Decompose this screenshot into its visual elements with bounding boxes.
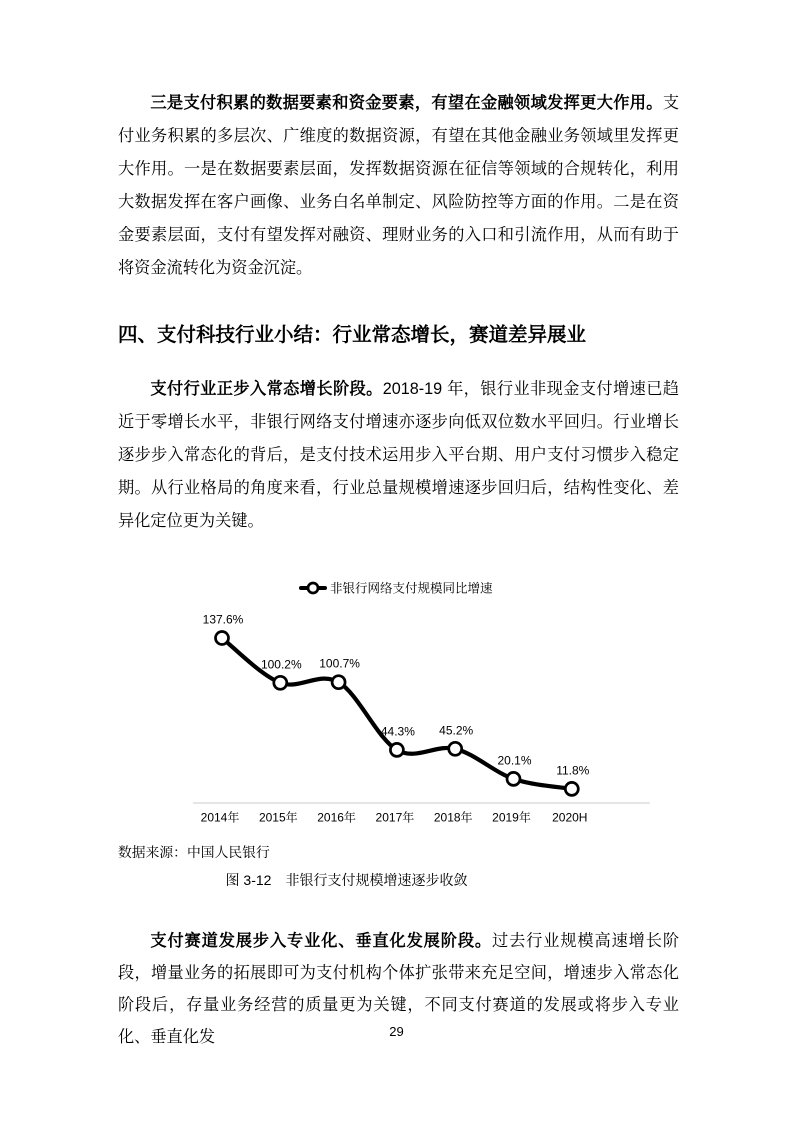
data-point-marker xyxy=(216,632,229,645)
data-point-label: 11.8% xyxy=(556,763,590,778)
data-point-marker xyxy=(449,742,462,755)
data-point-marker xyxy=(565,782,578,795)
x-axis-tick-label: 2014年 xyxy=(200,810,240,825)
data-point-label: 100.2% xyxy=(260,657,302,672)
paragraph-lead-bold: 支付行业正步入常态增长阶段。 xyxy=(150,380,383,398)
legend-label: 非银行网络支付规模同比增速 xyxy=(330,581,493,596)
x-axis-tick-label: 2015年 xyxy=(258,810,298,825)
x-axis-tick-label: 2018年 xyxy=(433,810,473,825)
data-point-label: 20.1% xyxy=(497,753,532,768)
paragraph-industry-normal-growth xyxy=(118,373,679,538)
x-axis-tick-label: 2020H xyxy=(552,810,588,825)
data-point-marker xyxy=(332,676,345,689)
x-axis-tick-label: 2017年 xyxy=(375,810,415,825)
figure-caption: 图 3-12 非银行支付规模增速逐步收敛 xyxy=(225,872,468,888)
data-point-label: 137.6% xyxy=(202,612,244,627)
section-heading: 四、支付科技行业小结：行业常态增长，赛道差异展业 xyxy=(118,324,587,346)
chart-series xyxy=(216,632,579,796)
x-axis-tick-label: 2019年 xyxy=(492,810,531,825)
paragraph-body-text: 支付业务积累的多层次、广维度的数据资源，有望在其他金融业务领域里发挥更大作用。一是在数据要素层面，发挥数据资源在征信等领域的合规转化，利用大数据发挥在客户画像、业务白名单制定、风险防控等方面的作用。二是在资金要素层面，支付有望发挥对融资、理财业务的入口和引流作用，从而有助于将资金流转化为资金沉淀。 xyxy=(118,94,679,277)
paragraph-data-capital-elements xyxy=(118,87,679,285)
data-point-marker xyxy=(507,772,520,785)
chart-svg xyxy=(170,565,680,835)
paragraph-body-text: 过去行业规模高速增长阶段，增量业务的拓展即可为支付机构个体扩张带来充足空间，增速步入常态化阶段后，存量业务经营的质量更为关键，不同支付赛道的发展或将步入专业化、垂直化发 xyxy=(118,932,680,1046)
data-point-marker xyxy=(274,676,287,689)
chart-x-axis-labels xyxy=(201,810,588,825)
data-point-label: 44.3% xyxy=(380,724,415,739)
data-point-label: 100.7% xyxy=(319,656,360,671)
x-axis-tick-label: 2016年 xyxy=(317,810,356,825)
legend-circle-marker-icon xyxy=(308,583,318,593)
figure-line-chart xyxy=(170,565,680,835)
paragraph-lead-bold: 支付赛道发展步入专业化、垂直化发展阶段。 xyxy=(150,932,493,950)
chart-legend xyxy=(301,581,493,596)
data-point-marker xyxy=(390,743,403,756)
paragraph-body-text: 2018-19 年，银行业非现金支付增速已趋近于零增长水平，非银行网络支付增速亦逐步向低双位数水平回归。行业增长逐步步入常态化的背后，是支付技术运用步入平台期、用户支付习惯步入稳定期。从行业格局的角度来看，行业总量规模增速逐步回归后，结构性变化、差异化定位更为关键。 xyxy=(118,380,680,530)
paragraph-lead-bold: 三是支付积累的数据要素和资金要素，有望在金融领域发挥更大作用。 xyxy=(150,94,663,112)
data-point-label: 45.2% xyxy=(439,723,474,738)
figure-source: 数据来源：中国人民银行 xyxy=(118,845,270,860)
page-number: 29 xyxy=(389,1024,404,1039)
